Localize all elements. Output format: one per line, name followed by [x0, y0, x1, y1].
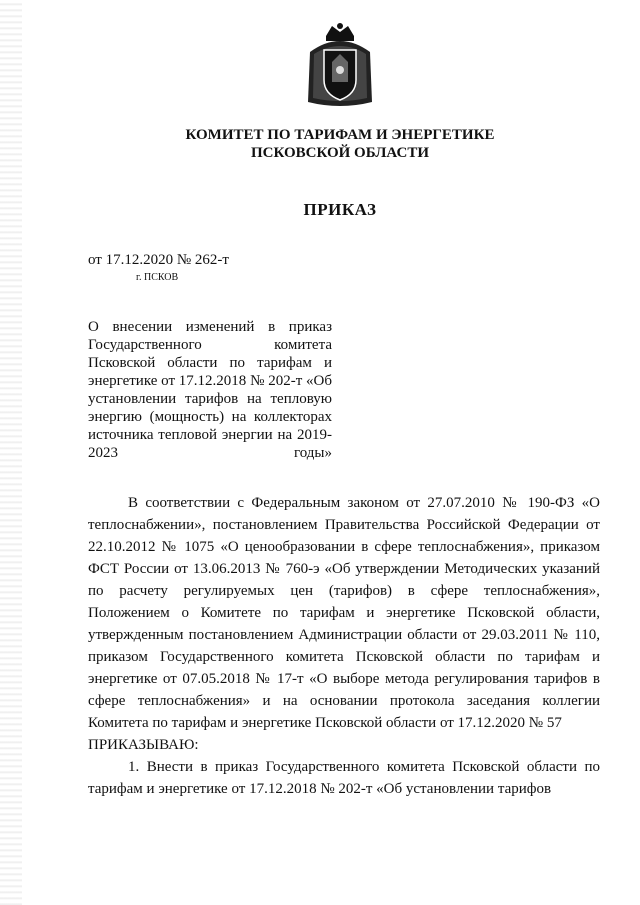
- scan-edge-noise: [0, 0, 22, 905]
- order-item-1: 1. Внести в приказ Государственного комитета Псковской области по тарифам и энергетике от 17.12.2018 № 202-т «Об установлении тарифов: [88, 759, 600, 797]
- preamble-paragraph: В соответствии с Федеральным законом от 27.07.2010 № 190-ФЗ «О теплоснабжении», постановлением Правительства Российской Федерации от 22.10.2012 № 1075 «О ценообразовании в сфере теплоснабжения», приказом ФСТ России от 13.06.2013 № 760-э «Об утверждении Методических указаний по расчету регулируемых цен (тарифов) в сфере теплоснабжения», Положением о Комитете по тарифам и энергетике Псковской области, утвержденным постановлением Администрации области от 29.03.2011 № 110, приказом Государственного комитета Псковской области по тарифам и энергетике от 07.05.2018 № 17-т «О выборе метода регулирования тарифов в сфере теплоснабжения» и на основании протокола заседания коллегии Комитета по тарифам и энергетике Псковской области от 17.12.2020 № 57: [88, 495, 600, 731]
- committee-line-2: ПСКОВСКОЙ ОБЛАСТИ: [250, 145, 430, 161]
- order-subject: О внесении изменений в приказ Государственного комитета Псковской области по тарифам и энергетике от 17.12.2018 № 202-т «Об установлении тарифов на тепловую энергию (мощность) на коллекторах источника тепловой энергии на 2019-2023 годы»: [88, 319, 332, 461]
- order-body: [88, 492, 600, 800]
- committee-line-1: КОМИТЕТ ПО ТАРИФАМ И ЭНЕРГЕТИКЕ: [185, 127, 495, 143]
- order-date-number: от 17.12.2020 № 262-т: [88, 252, 229, 268]
- document-type: ПРИКАЗ: [303, 200, 377, 219]
- committee-name: [120, 126, 560, 162]
- orders-word: ПРИКАЗЫВАЮ:: [88, 737, 199, 753]
- coat-of-arms-icon: [304, 22, 376, 110]
- order-city: г. ПСКОВ: [136, 272, 179, 283]
